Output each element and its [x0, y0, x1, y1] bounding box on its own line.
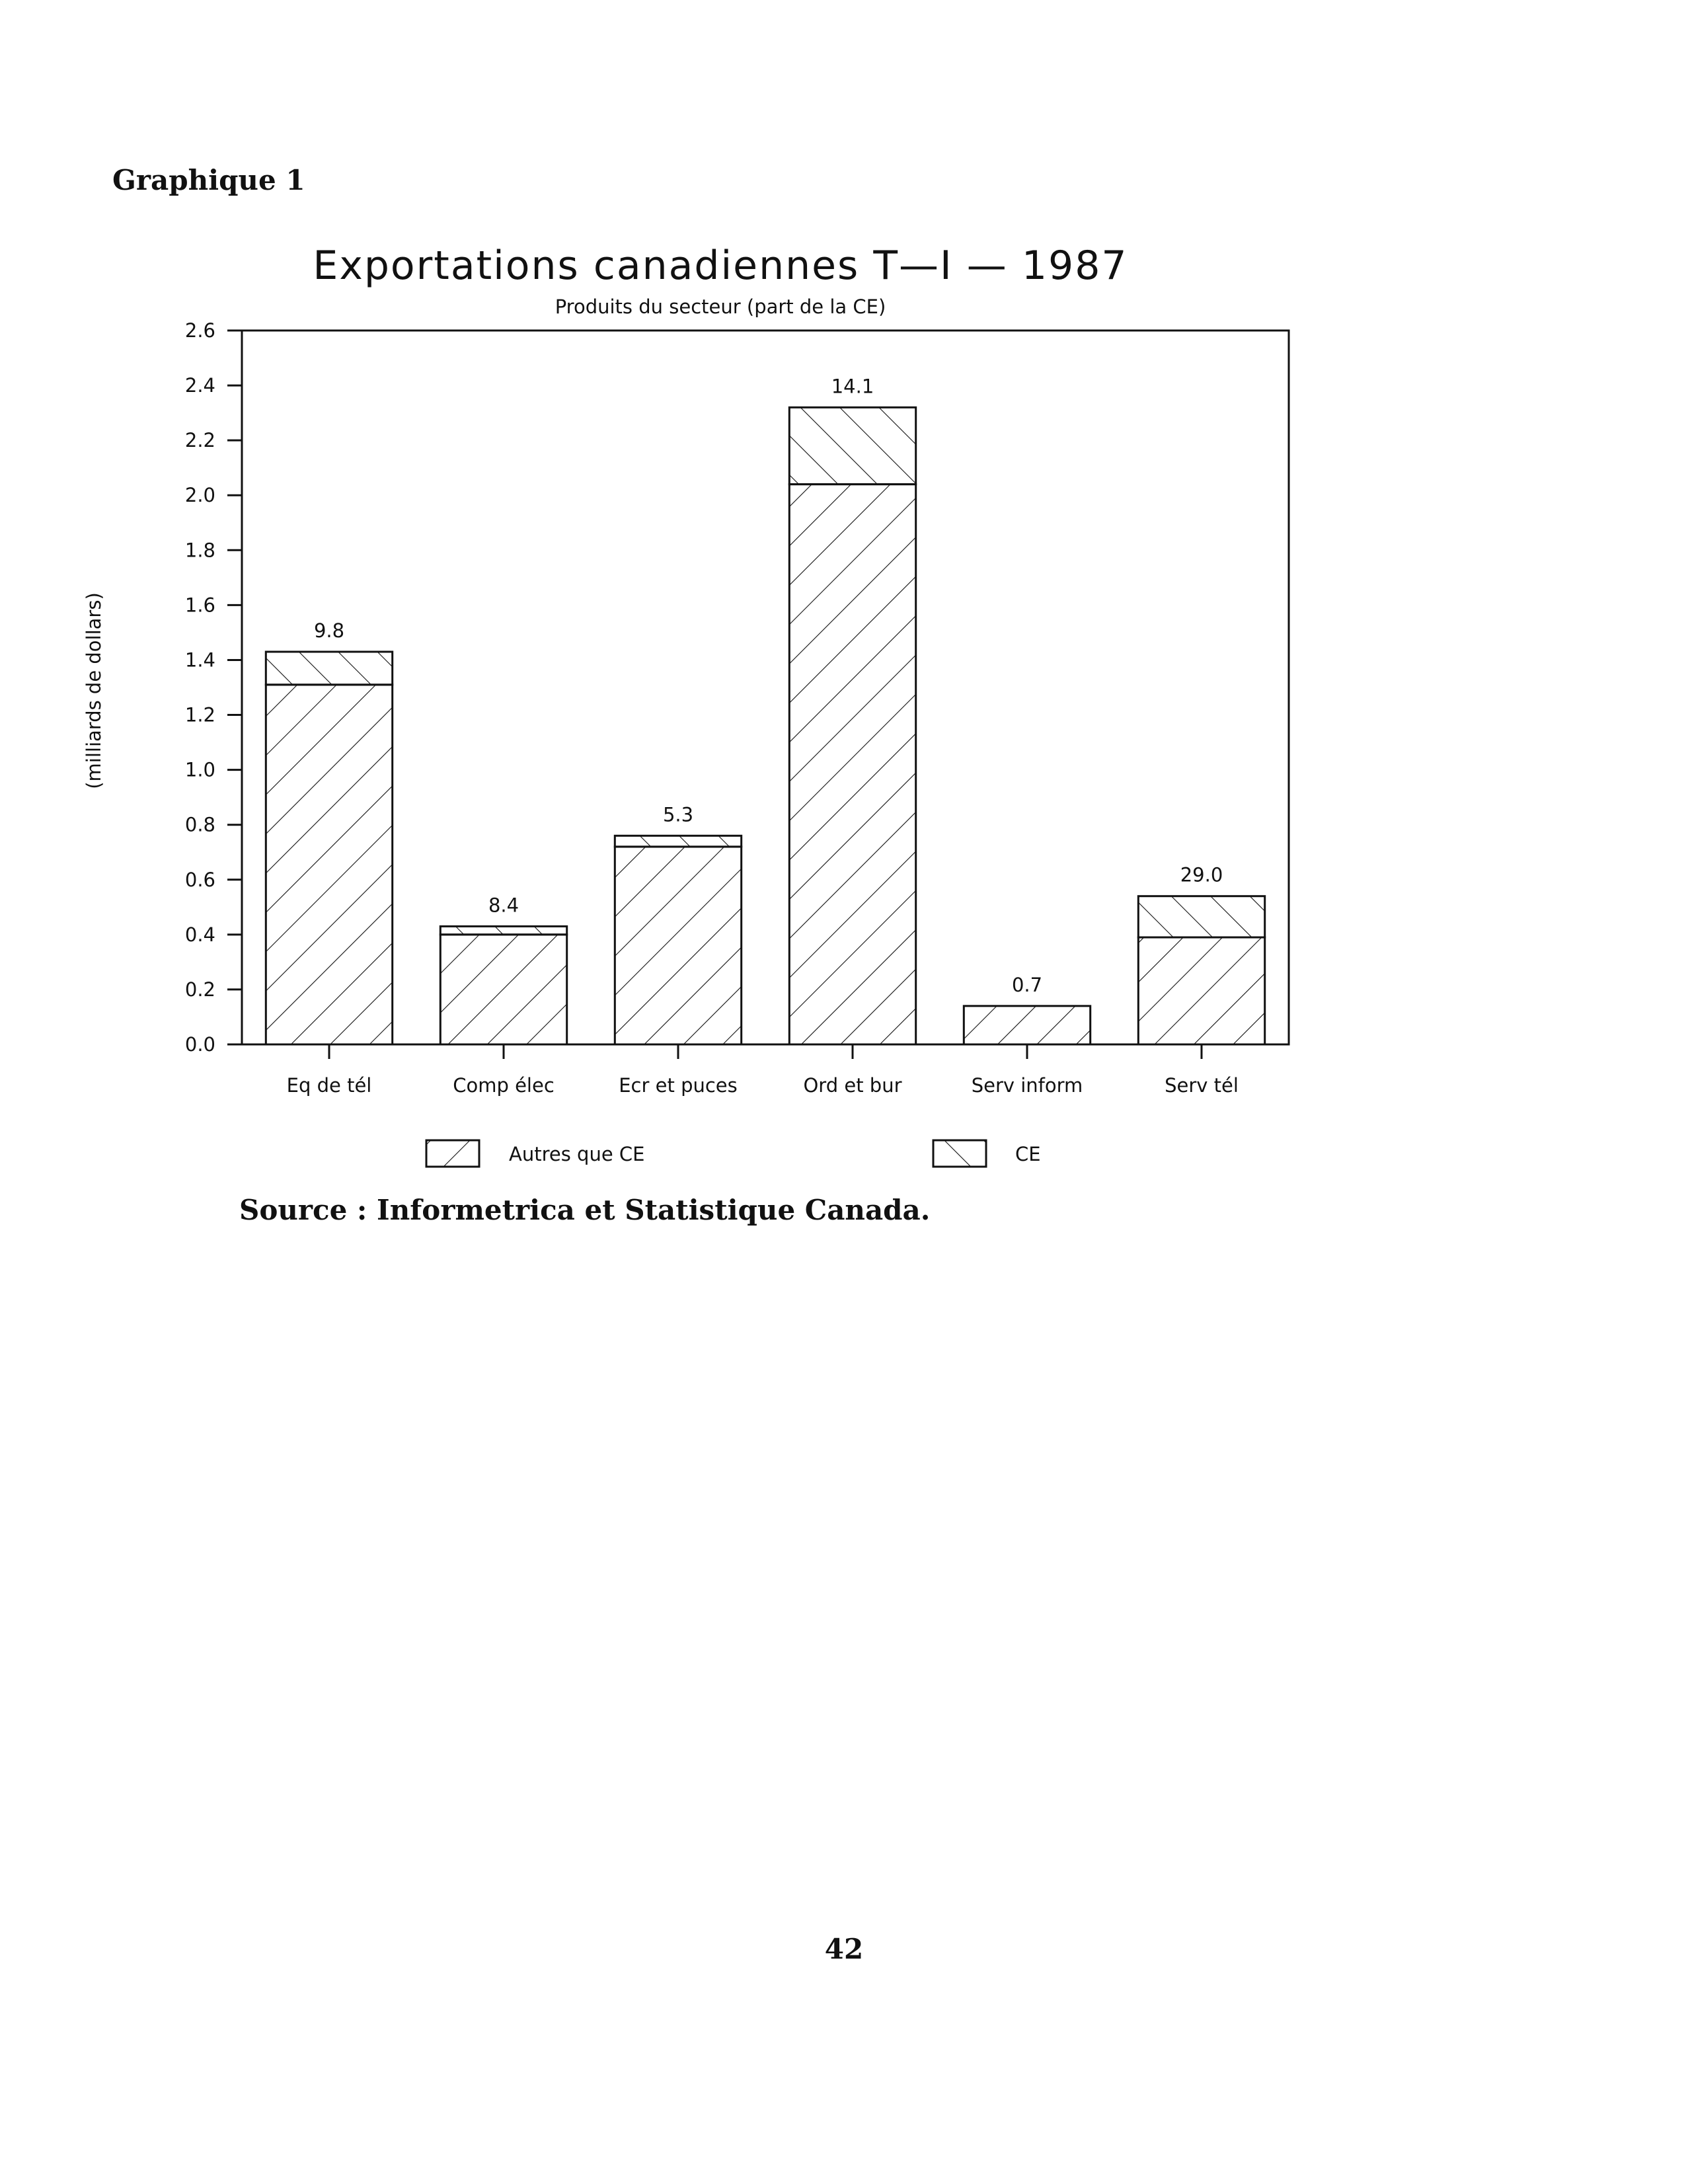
- y-tick-label: 2.4: [184, 374, 215, 397]
- data-label-eq-de-tel: 9.8: [313, 619, 345, 642]
- x-tick-label-eq-de-tel: Eq de tél: [286, 1074, 372, 1097]
- y-tick-label: 1.0: [184, 758, 215, 781]
- y-tick-label: 2.2: [184, 429, 215, 452]
- data-label-serv-inform: 0.7: [1011, 973, 1043, 996]
- x-tick-label-ecr-et-puces: Ecr et puces: [619, 1074, 738, 1097]
- bar-autres-que-ce-serv-tel: [1138, 937, 1264, 1044]
- data-label-ord-et-bur: 14.1: [831, 375, 874, 398]
- y-tick-label: 0.2: [184, 978, 215, 1001]
- y-tick-label: 1.8: [184, 539, 215, 562]
- plot-frame: [242, 331, 1289, 1044]
- data-label-comp-elec: 8.4: [488, 894, 519, 917]
- x-tick-label-serv-tel: Serv tél: [1165, 1074, 1239, 1097]
- legend-swatch-autres-que-ce: [426, 1140, 479, 1167]
- bar-autres-que-ce-ord-et-bur: [789, 485, 915, 1044]
- data-label-ecr-et-puces: 5.3: [662, 803, 694, 826]
- x-axis: [287, 1044, 1239, 1097]
- bar-ce-serv-tel: [1138, 896, 1264, 937]
- y-tick-label: 2.6: [184, 319, 215, 342]
- bar-ce-eq-de-tel: [266, 652, 392, 685]
- chart-title: Exportations canadiennes T—I — 1987: [313, 243, 1128, 289]
- bar-autres-que-ce-eq-de-tel: [266, 685, 392, 1044]
- y-tick-label: 1.6: [184, 594, 215, 617]
- legend-swatch-ce: [933, 1140, 986, 1167]
- chart-subtitle: Produits du secteur (part de la CE): [555, 295, 886, 318]
- y-tick-label: 0.0: [184, 1033, 215, 1056]
- bar-ce-comp-elec: [440, 926, 566, 934]
- x-tick-label-comp-elec: Comp élec: [453, 1074, 555, 1097]
- bar-autres-que-ce-serv-inform: [964, 1006, 1090, 1044]
- legend-label-autres-que-ce: Autres que CE: [509, 1143, 645, 1165]
- source-note: Source : Informetrica et Statistique Canada.: [239, 1194, 931, 1226]
- bar-ce-ord-et-bur: [789, 407, 915, 484]
- y-tick-label: 1.2: [184, 703, 215, 726]
- bar-series: [266, 375, 1264, 1044]
- y-tick-label: 0.8: [184, 813, 215, 836]
- y-tick-label: 1.4: [184, 648, 215, 672]
- y-tick-label: 2.0: [184, 484, 215, 507]
- y-axis: [185, 319, 242, 1056]
- x-tick-label-serv-inform: Serv inform: [971, 1074, 1083, 1097]
- x-tick-label-ord-et-bur: Ord et bur: [803, 1074, 902, 1097]
- page-number: 42: [824, 1933, 864, 1965]
- bar-autres-que-ce-ecr-et-puces: [615, 847, 741, 1044]
- y-tick-label: 0.4: [184, 923, 215, 946]
- y-tick-label: 0.6: [184, 868, 215, 891]
- legend: [426, 1140, 1041, 1167]
- bar-autres-que-ce-comp-elec: [440, 935, 566, 1044]
- data-label-serv-tel: 29.0: [1180, 863, 1223, 886]
- legend-label-ce: CE: [1015, 1143, 1041, 1165]
- page-heading: Graphique 1: [112, 164, 305, 196]
- bar-ce-ecr-et-puces: [615, 836, 741, 847]
- y-axis-label: (milliards de dollars): [83, 592, 105, 789]
